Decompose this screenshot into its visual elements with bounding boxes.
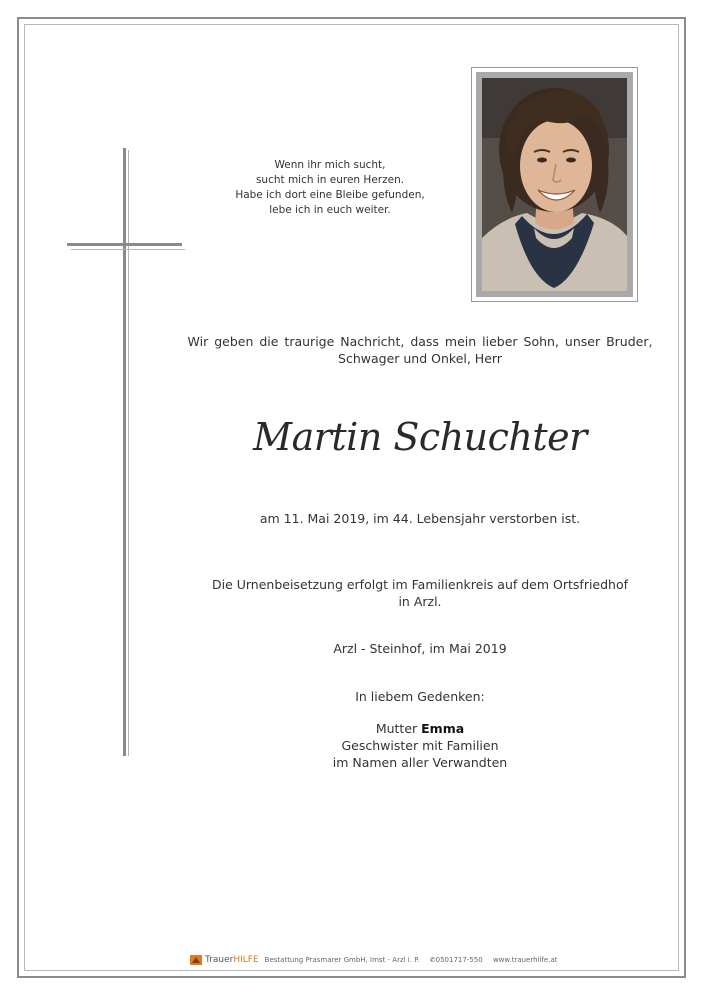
footer-phone: ✆0501717-550 bbox=[429, 956, 483, 964]
poem-line: Habe ich dort eine Bleibe gefunden, bbox=[235, 189, 425, 201]
memory-label: In liebem Gedenken: bbox=[355, 689, 485, 704]
intro-line: Schwager und Onkel, Herr bbox=[338, 351, 502, 366]
footer-separator bbox=[487, 956, 489, 964]
footer-logo-text bbox=[205, 955, 259, 965]
intro-text bbox=[160, 333, 680, 367]
cross-horizontal-bar bbox=[67, 243, 182, 246]
poem-line: lebe ich in euch weiter. bbox=[269, 204, 391, 216]
portrait-mat bbox=[476, 72, 633, 297]
portrait-photo bbox=[482, 78, 627, 291]
footer bbox=[190, 953, 557, 967]
cross-horizontal-shadow bbox=[71, 249, 185, 250]
mourners-list bbox=[160, 720, 680, 771]
mourners-line: im Namen aller Verwandten bbox=[332, 755, 508, 770]
trauerhilfe-logo-icon bbox=[190, 955, 202, 965]
deceased-name: Martin Schuchter bbox=[253, 415, 587, 459]
portrait-illustration bbox=[482, 78, 627, 291]
logo-text-part: Trauer bbox=[205, 955, 234, 965]
death-notice: am 11. Mai 2019, im 44. Lebensjahr verstorben ist. bbox=[259, 511, 581, 526]
portrait-frame bbox=[471, 67, 638, 302]
footer-website[interactable]: www.trauerhilfe.at bbox=[492, 956, 558, 964]
mother-name: Emma bbox=[421, 721, 465, 736]
mourners-line: Geschwister mit Familien bbox=[341, 738, 499, 753]
burial-line: in Arzl. bbox=[398, 594, 442, 609]
intro-line: Wir geben die traurige Nachricht, dass mein lieber Sohn, unser Bruder, bbox=[187, 334, 653, 349]
poem-line: Wenn ihr mich sucht, bbox=[274, 159, 386, 171]
burial-line: Die Urnenbeisetzung erfolgt im Familienkreis auf dem Ortsfriedhof bbox=[211, 577, 629, 592]
footer-separator bbox=[424, 956, 426, 964]
place-and-date: Arzl - Steinhof, im Mai 2019 bbox=[333, 641, 507, 656]
footer-company: Bestattung Prasmarer GmbH, Imst - Arzl i. P. bbox=[264, 956, 420, 964]
memorial-poem bbox=[220, 158, 440, 218]
cross-vertical-bar bbox=[123, 148, 126, 756]
poem-line: sucht mich in euren Herzen. bbox=[255, 174, 405, 186]
mother-line bbox=[160, 720, 680, 737]
mother-prefix: Mutter bbox=[375, 721, 418, 736]
cross-vertical-shadow bbox=[128, 150, 129, 756]
burial-notice bbox=[160, 576, 680, 610]
logo-text-accent: HILFE bbox=[233, 955, 259, 965]
